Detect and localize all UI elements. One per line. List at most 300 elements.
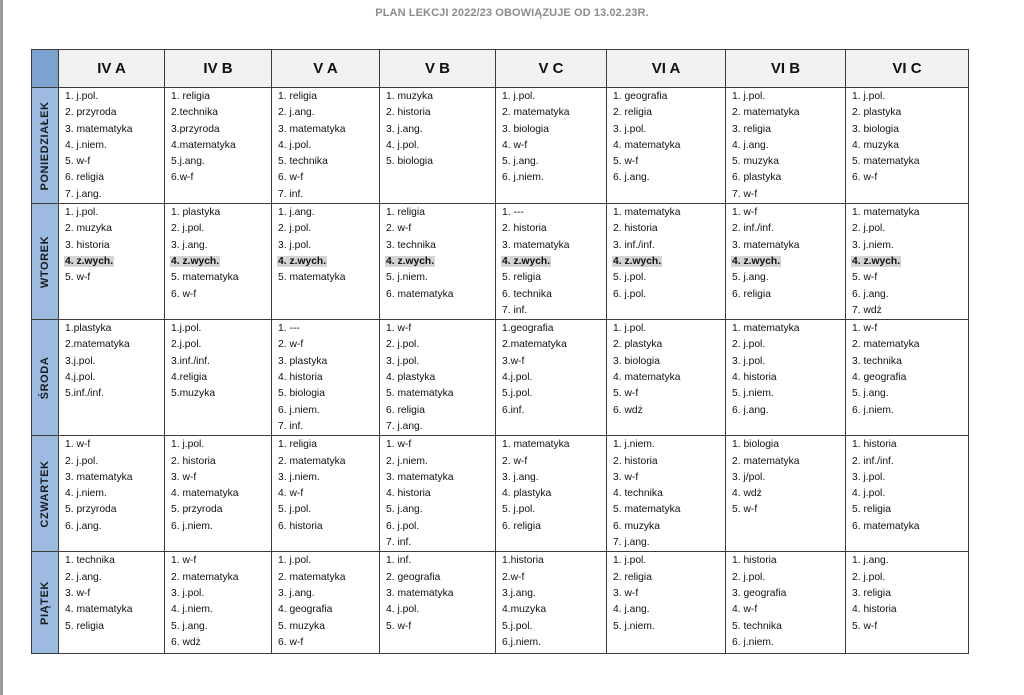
lesson-text: 3. j.ang.: [278, 587, 315, 599]
lesson-entry: [731, 570, 845, 586]
lesson-entry: [64, 454, 164, 470]
header-row: [32, 50, 969, 88]
lesson-text: 2.matematyka: [65, 339, 130, 351]
lesson-text: 7. inf.: [278, 188, 304, 200]
lesson-entry: [64, 337, 164, 353]
lesson-entry: [731, 321, 845, 337]
lesson-entry: [501, 254, 606, 270]
lesson-entry: [277, 187, 379, 203]
lesson-entry: [851, 553, 968, 569]
lesson-cell: [380, 552, 496, 654]
day-label: PONIEDZIAŁEK: [39, 100, 51, 191]
lesson-entry: [612, 254, 725, 270]
lesson-entry: [170, 254, 271, 270]
lesson-text: 6. plastyka: [732, 172, 782, 184]
lesson-text: 5. przyroda: [171, 504, 223, 516]
lesson-entry: [64, 370, 164, 386]
lesson-entry: [385, 535, 495, 551]
lesson-text: 2. matematyka: [171, 571, 239, 583]
day-label: CZWARTEK: [39, 460, 51, 528]
lesson-text: 7. inf.: [386, 537, 412, 549]
lesson-text: 3. matematyka: [65, 123, 133, 135]
lesson-entry: [501, 321, 606, 337]
lesson-entry: [277, 122, 379, 138]
lesson-text: 2. matematyka: [852, 339, 920, 351]
lesson-text: 2. geografia: [386, 571, 441, 583]
lesson-text: 7. j.ang.: [613, 537, 650, 549]
lesson-entry: [170, 337, 271, 353]
lesson-entry: [385, 586, 495, 602]
lesson-entry: [501, 386, 606, 402]
lesson-text: 3. w-f: [65, 587, 91, 599]
lesson-entry: [731, 470, 845, 486]
lesson-entry: [170, 454, 271, 470]
lesson-cell: [496, 552, 607, 654]
lesson-text: 1.geografia: [502, 323, 554, 335]
lesson-entry: [170, 586, 271, 602]
lesson-entry: [612, 138, 725, 154]
lesson-text: 5. technika: [732, 620, 782, 632]
lesson-entry: [277, 354, 379, 370]
lesson-text: 1. historia: [852, 439, 897, 451]
lesson-text: 4.matematyka: [171, 139, 236, 151]
lesson-text: 1. technika: [65, 555, 115, 567]
lesson-text: 5. j.pol.: [502, 504, 536, 516]
lesson-text: 5. religia: [502, 272, 541, 284]
lesson-text: 3. w-f: [613, 587, 639, 599]
lesson-text: 3. religia: [732, 123, 771, 135]
lesson-entry: [851, 619, 968, 635]
lesson-entry: [64, 254, 164, 270]
class-header-v-b: V B: [380, 50, 496, 88]
lesson-text: 3. biologia: [852, 123, 899, 135]
lesson-text: 4. j.ang.: [613, 604, 650, 616]
lesson-text: 5.j.pol.: [502, 388, 533, 400]
lesson-entry: [501, 602, 606, 618]
lesson-entry: [851, 337, 968, 353]
lesson-text: 5. j.pol.: [278, 504, 312, 516]
lesson-entry: [170, 170, 271, 186]
lesson-cell: [272, 320, 380, 436]
lesson-text: 4.religia: [171, 372, 208, 384]
lesson-text: 1. ---: [502, 207, 524, 219]
lesson-entry: [731, 386, 845, 402]
lesson-entry: [64, 154, 164, 170]
lesson-text: 2. j.pol.: [278, 223, 312, 235]
lesson-entry: [731, 553, 845, 569]
lesson-text: 1. matematyka: [502, 439, 570, 451]
lesson-text: 2.matematyka: [502, 339, 567, 351]
lesson-entry: [385, 370, 495, 386]
lesson-text: 3.j.pol.: [65, 355, 96, 367]
lesson-entry: [170, 321, 271, 337]
lesson-cell: [380, 88, 496, 204]
lesson-entry: [612, 619, 725, 635]
lesson-entry: [731, 370, 845, 386]
lesson-entry: [277, 570, 379, 586]
lesson-entry: [851, 287, 968, 303]
lesson-cell: [496, 204, 607, 320]
class-header-vi-b: VI B: [726, 50, 846, 88]
lesson-entry: [64, 221, 164, 237]
lesson-entry: [612, 154, 725, 170]
lesson-entry: [385, 570, 495, 586]
lesson-entry: [277, 419, 379, 435]
lesson-cell: [59, 88, 165, 204]
lesson-entry: [612, 287, 725, 303]
lesson-text: 5. w-f: [65, 272, 91, 284]
lesson-text: 2. w-f: [278, 339, 304, 351]
lesson-text: 1. j.pol.: [732, 91, 766, 102]
lesson-entry: [277, 502, 379, 518]
lesson-text: 5. przyroda: [65, 504, 117, 516]
lesson-text: 5. muzyka: [278, 620, 325, 632]
lesson-text: 5. matematyka: [171, 272, 239, 284]
lesson-text: 5.j.pol.: [502, 620, 533, 632]
lesson-text: 7. inf.: [502, 304, 528, 316]
lesson-text: 6.j.niem.: [502, 636, 541, 648]
lesson-text: 2. historia: [386, 107, 431, 119]
lesson-text: 1. w-f: [852, 323, 878, 335]
lesson-entry: [612, 602, 725, 618]
timetable: [31, 49, 969, 654]
lesson-cell: [272, 204, 380, 320]
lesson-entry: [501, 287, 606, 303]
lesson-entry: [612, 570, 725, 586]
class-header-vi-c: VI C: [846, 50, 969, 88]
lesson-text: 2. plastyka: [852, 107, 902, 119]
lesson-text: 6. j.niem.: [502, 172, 544, 184]
lesson-entry: [612, 337, 725, 353]
lesson-entry: [612, 221, 725, 237]
lesson-entry: [851, 221, 968, 237]
lesson-text: 1. j.pol.: [852, 91, 886, 102]
lesson-text: 5. matematyka: [852, 156, 920, 168]
lesson-cell: [165, 204, 272, 320]
lesson-text: 1. w-f: [65, 439, 91, 451]
lesson-text: 3. j.ang.: [502, 471, 539, 483]
lesson-entry: [170, 238, 271, 254]
lesson-entry: [731, 105, 845, 121]
lesson-text: 4. j.pol.: [386, 604, 420, 616]
lesson-cell: [165, 320, 272, 436]
lesson-entry: [731, 270, 845, 286]
lesson-entry: [851, 138, 968, 154]
lesson-entry: [851, 386, 968, 402]
lesson-entry: [277, 170, 379, 186]
day-label: WTOREK: [39, 235, 51, 288]
lesson-text: 6. j.niem.: [171, 520, 213, 532]
lesson-cell: [496, 320, 607, 436]
day-header-piatek: [32, 552, 59, 654]
lesson-entry: [612, 437, 725, 453]
lesson-cell: [59, 204, 165, 320]
lesson-entry: [385, 619, 495, 635]
lesson-entry: [612, 553, 725, 569]
lesson-entry: [64, 437, 164, 453]
lesson-entry: [277, 89, 379, 105]
lesson-entry: [612, 354, 725, 370]
lesson-entry: [501, 437, 606, 453]
lesson-entry: [501, 122, 606, 138]
lesson-entry: [277, 403, 379, 419]
lesson-entry: [851, 470, 968, 486]
lesson-text: 4. j.niem.: [171, 604, 213, 616]
lesson-text: 3. historia: [65, 239, 110, 251]
lesson-text: 5.j.ang.: [171, 156, 205, 168]
lesson-text: 4. w-f: [502, 139, 528, 151]
lesson-entry: [612, 321, 725, 337]
lesson-cell: [380, 204, 496, 320]
lesson-entry: [851, 370, 968, 386]
lesson-entry: [851, 586, 968, 602]
lesson-entry: [501, 370, 606, 386]
lesson-text: 4. j.niem.: [65, 139, 107, 151]
lesson-text: 3. j/pol.: [732, 471, 766, 483]
lesson-entry: [501, 238, 606, 254]
lesson-entry: [851, 254, 968, 270]
lesson-cell: [607, 320, 726, 436]
lesson-text: 2. matematyka: [278, 571, 346, 583]
lesson-text: 5.inf./inf.: [65, 388, 104, 400]
lesson-text: 5. matematyka: [613, 504, 681, 516]
lesson-entry: [731, 89, 845, 105]
lesson-entry: [501, 303, 606, 319]
lesson-text: 3. biologia: [502, 123, 549, 135]
lesson-text: 4. j.ang.: [732, 139, 769, 151]
lesson-text: 4. z.wych.: [732, 255, 781, 267]
lesson-text: 3.przyroda: [171, 123, 220, 135]
lesson-text: 2. matematyka: [732, 107, 800, 119]
lesson-entry: [851, 89, 968, 105]
lesson-entry: [385, 287, 495, 303]
lesson-entry: [385, 89, 495, 105]
lesson-text: 3.j.ang.: [502, 587, 536, 599]
lesson-text: 5. j.niem.: [732, 388, 774, 400]
lesson-text: 2. historia: [502, 223, 547, 235]
lesson-entry: [277, 321, 379, 337]
lesson-entry: [170, 370, 271, 386]
lesson-entry: [385, 437, 495, 453]
lesson-entry: [277, 337, 379, 353]
lesson-text: 5. matematyka: [386, 388, 454, 400]
lesson-entry: [277, 105, 379, 121]
lesson-text: 5. j.niem.: [613, 620, 655, 632]
lesson-text: 4. matematyka: [613, 139, 681, 151]
lesson-text: 1. w-f: [171, 555, 197, 567]
lesson-text: 3. biologia: [613, 355, 660, 367]
lesson-text: 2. j.pol.: [171, 223, 205, 235]
lesson-entry: [64, 238, 164, 254]
lesson-text: 1. matematyka: [613, 207, 681, 219]
lesson-text: 5. matematyka: [278, 272, 346, 284]
lesson-text: 6. religia: [502, 520, 541, 532]
lesson-cell: [607, 552, 726, 654]
lesson-cell: [165, 552, 272, 654]
lesson-text: 6.inf.: [502, 404, 525, 416]
lesson-text: 1. religia: [278, 439, 317, 451]
lesson-text: 4. plastyka: [386, 372, 436, 384]
lesson-text: 5. w-f: [732, 504, 758, 516]
lesson-entry: [612, 170, 725, 186]
lesson-text: 6. j.ang.: [613, 172, 650, 184]
lesson-text: 6. historia: [278, 520, 323, 532]
lesson-entry: [731, 586, 845, 602]
day-label: PIĄTEK: [39, 580, 51, 625]
lesson-entry: [731, 287, 845, 303]
day-row-czwartek: [32, 436, 969, 552]
lesson-text: 6. matematyka: [852, 520, 920, 532]
lesson-text: 6. wdż: [613, 404, 643, 416]
lesson-entry: [851, 354, 968, 370]
lesson-text: 1. w-f: [386, 439, 412, 451]
lesson-entry: [64, 586, 164, 602]
lesson-entry: [385, 270, 495, 286]
lesson-entry: [731, 502, 845, 518]
lesson-text: 4. historia: [852, 604, 897, 616]
lesson-entry: [64, 187, 164, 203]
lesson-text: 3. j.niem.: [278, 471, 320, 483]
lesson-text: 3. j.pol.: [613, 123, 647, 135]
lesson-entry: [501, 570, 606, 586]
lesson-entry: [851, 321, 968, 337]
lesson-cell: [272, 88, 380, 204]
lesson-text: 3. plastyka: [278, 355, 328, 367]
page-edge: [0, 0, 3, 695]
day-row-wtorek: [32, 204, 969, 320]
lesson-entry: [385, 122, 495, 138]
lesson-entry: [731, 437, 845, 453]
lesson-entry: [385, 502, 495, 518]
class-header-iv-a: IV A: [59, 50, 165, 88]
lesson-text: 2. j.niem.: [386, 455, 428, 467]
lesson-text: 2. historia: [171, 455, 216, 467]
lesson-text: 2. j.ang.: [65, 571, 102, 583]
lesson-entry: [170, 122, 271, 138]
lesson-cell: [165, 88, 272, 204]
lesson-entry: [612, 386, 725, 402]
lesson-text: 3. inf./inf.: [613, 239, 655, 251]
lesson-entry: [277, 470, 379, 486]
lesson-text: 3. technika: [386, 239, 436, 251]
lesson-text: 1. muzyka: [386, 91, 433, 102]
lesson-text: 3. technika: [852, 355, 902, 367]
class-header-v-c: V C: [496, 50, 607, 88]
lesson-text: 1. j.pol.: [613, 555, 647, 567]
lesson-text: 1. religia: [278, 91, 317, 102]
lesson-text: 7. j.ang.: [65, 188, 102, 200]
lesson-text: 5. biologia: [386, 156, 433, 168]
lesson-text: 4. matematyka: [171, 488, 239, 500]
lesson-entry: [277, 519, 379, 535]
lesson-entry: [277, 437, 379, 453]
lesson-entry: [385, 470, 495, 486]
lesson-text: 3.inf./inf.: [171, 355, 210, 367]
lesson-text: 7. inf.: [278, 420, 304, 432]
lesson-entry: [731, 337, 845, 353]
lesson-text: 6. j.pol.: [613, 288, 647, 300]
lesson-text: 6. w-f: [171, 288, 197, 300]
lesson-cell: [380, 436, 496, 552]
lesson-text: 5.muzyka: [171, 388, 216, 400]
lesson-entry: [277, 270, 379, 286]
lesson-text: 5. j.ang.: [171, 620, 208, 632]
lesson-text: 2. muzyka: [65, 223, 112, 235]
lesson-text: 7. j.ang.: [386, 420, 423, 432]
lesson-entry: [385, 403, 495, 419]
lesson-text: 3. j.pol.: [171, 587, 205, 599]
lesson-text: 4. z.wych.: [278, 255, 327, 267]
lesson-text: 3. matematyka: [386, 587, 454, 599]
lesson-cell: [846, 204, 969, 320]
lesson-entry: [170, 270, 271, 286]
lesson-text: 5. biologia: [278, 388, 325, 400]
day-header-poniedzialek: [32, 88, 59, 204]
lesson-text: 6. w-f: [278, 172, 304, 184]
lesson-text: 5. j.ang.: [386, 504, 423, 516]
lesson-text: 2. matematyka: [502, 107, 570, 119]
lesson-text: 4. historia: [386, 488, 431, 500]
lesson-entry: [731, 486, 845, 502]
lesson-text: 3. j.pol.: [732, 355, 766, 367]
lesson-text: 2. historia: [613, 223, 658, 235]
lesson-text: 1. w-f: [386, 323, 412, 335]
lesson-entry: [731, 138, 845, 154]
lesson-entry: [612, 370, 725, 386]
lesson-entry: [170, 89, 271, 105]
lesson-entry: [385, 138, 495, 154]
lesson-entry: [731, 221, 845, 237]
lesson-entry: [64, 502, 164, 518]
lesson-text: 2. j.ang.: [278, 107, 315, 119]
lesson-text: 1.plastyka: [65, 323, 112, 335]
lesson-text: 6. j.ang.: [852, 288, 889, 300]
lesson-text: 3. geografia: [732, 587, 787, 599]
lesson-entry: [64, 354, 164, 370]
lesson-entry: [277, 635, 379, 651]
lesson-text: 5. muzyka: [732, 156, 779, 168]
lesson-text: 2.technika: [171, 107, 218, 119]
lesson-text: 7. wdż: [852, 304, 882, 316]
lesson-text: 4. j.pol.: [852, 488, 886, 500]
lesson-text: 1. geografia: [613, 91, 668, 102]
lesson-cell: [496, 436, 607, 552]
lesson-entry: [64, 270, 164, 286]
lesson-entry: [170, 154, 271, 170]
lesson-entry: [170, 205, 271, 221]
lesson-text: 6. wdż: [171, 636, 201, 648]
lesson-entry: [731, 354, 845, 370]
lesson-text: 4. z.wych.: [65, 255, 114, 267]
lesson-entry: [731, 454, 845, 470]
lesson-cell: [726, 320, 846, 436]
lesson-text: 5. j.ang.: [502, 156, 539, 168]
lesson-text: 5. w-f: [386, 620, 412, 632]
lesson-entry: [385, 553, 495, 569]
day-header-czwartek: [32, 436, 59, 552]
lesson-entry: [851, 502, 968, 518]
lesson-entry: [277, 586, 379, 602]
lesson-entry: [64, 122, 164, 138]
lesson-entry: [851, 570, 968, 586]
lesson-text: 5. religia: [852, 504, 891, 516]
lesson-entry: [612, 89, 725, 105]
lesson-entry: [501, 470, 606, 486]
lesson-text: 6. technika: [502, 288, 552, 300]
lesson-text: 6. matematyka: [386, 288, 454, 300]
lesson-text: 4.j.pol.: [65, 372, 96, 384]
lesson-entry: [612, 403, 725, 419]
